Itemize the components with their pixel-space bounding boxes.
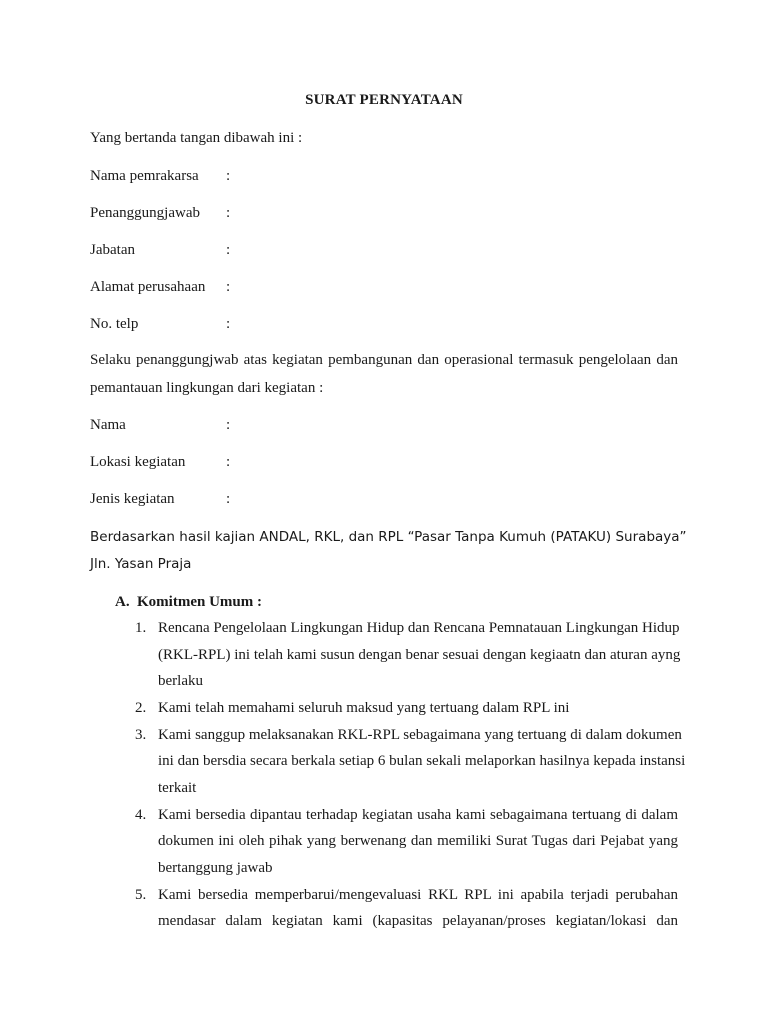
document-title: SURAT PERNYATAAN: [305, 92, 463, 108]
field-label-no-telp: No. telp: [90, 316, 139, 332]
item-number: 3.: [135, 727, 147, 743]
section-a-title: Komitmen Umum :: [137, 594, 262, 610]
field-label-jenis-kegiatan: Jenis kegiatan: [90, 491, 175, 507]
list-item-line: mendasar dalam kegiatan kami (kapasitas pelayanan/proses kegiatan/lokasi dan: [158, 913, 678, 929]
field-colon: :: [226, 242, 231, 258]
list-item-line: ini dan bersdia secara berkala setiap 6 bulan sekali melaporkan hasilnya kepada instansi: [158, 753, 686, 769]
section-a-heading: [115, 594, 262, 611]
section-a-letter: A.: [115, 594, 130, 610]
field-colon: :: [226, 279, 231, 295]
field-label-alamat-perusahaan: Alamat perusahaan: [90, 279, 206, 295]
list-item-line: Kami bersedia memperbarui/mengevaluasi RKL RPL ini apabila terjadi perubahan: [158, 887, 678, 903]
field-label-nama-pemrakarsa: Nama pemrakarsa: [90, 168, 199, 184]
item-number: 4.: [135, 807, 147, 823]
list-item-line: bertanggung jawab: [158, 860, 273, 876]
list-item-line: terkait: [158, 780, 197, 796]
list-item-line: Rencana Pengelolaan Lingkungan Hidup dan Rencana Pemnatauan Lingkungan Hidup: [158, 620, 680, 636]
field-colon: :: [226, 316, 231, 332]
field-label-penanggungjawab: Penanggungjawab: [90, 205, 200, 221]
role-statement-line-2: pemantauan lingkungan dari kegiatan :: [90, 380, 324, 396]
field-label-jabatan: Jabatan: [90, 242, 135, 258]
list-item-line: (RKL-RPL) ini telah kami susun dengan benar sesuai dengan kegiaatn dan aturan ayng: [158, 647, 681, 663]
item-number: 5.: [135, 887, 147, 903]
list-item-line: Kami bersedia dipantau terhadap kegiatan usaha kami sebagaimana tertuang di dalam: [158, 807, 678, 823]
intro-text: Yang bertanda tangan dibawah ini :: [90, 130, 303, 146]
field-colon: :: [226, 417, 231, 433]
basis-line-2: Jln. Yasan Praja: [90, 556, 192, 572]
item-number: 1.: [135, 620, 147, 636]
field-colon: :: [226, 205, 231, 221]
list-item-line: dokumen ini oleh pihak yang berwenang dan memiliki Surat Tugas dari Pejabat yang: [158, 833, 678, 849]
item-number: 2.: [135, 700, 147, 716]
field-label-nama: Nama: [90, 417, 126, 433]
field-colon: :: [226, 168, 231, 184]
basis-line-1: Berdasarkan hasil kajian ANDAL, RKL, dan RPL “Pasar Tanpa Kumuh (PATAKU) Surabaya”: [90, 529, 687, 545]
list-item-line: Kami telah memahami seluruh maksud yang tertuang dalam RPL ini: [158, 700, 570, 716]
field-label-lokasi-kegiatan: Lokasi kegiatan: [90, 454, 186, 470]
field-colon: :: [226, 491, 231, 507]
field-colon: :: [226, 454, 231, 470]
list-item-line: Kami sanggup melaksanakan RKL-RPL sebagaimana yang tertuang di dalam dokumen: [158, 727, 682, 743]
role-statement-line-1: Selaku penanggungjwab atas kegiatan pembangunan dan operasional termasuk pengelolaan dan: [90, 352, 678, 368]
list-item-line: berlaku: [158, 673, 203, 689]
